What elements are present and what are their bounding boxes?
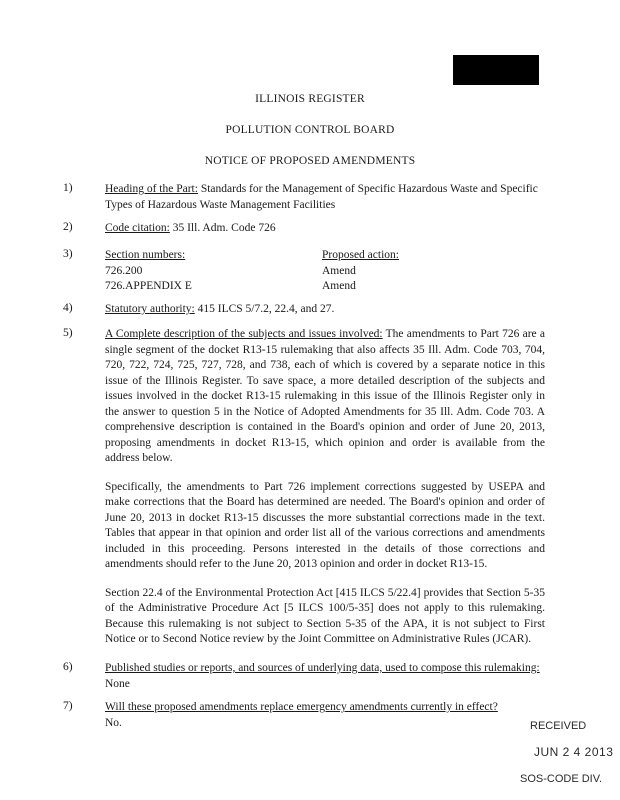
item-2-text: 35 Ill. Adm. Code 726 bbox=[169, 222, 276, 234]
stamp-date: JUN 2 4 2013 bbox=[534, 745, 614, 759]
item-5-paragraph-2: Specifically, the amendments to Part 726 implement corrections suggested by USEPA and make corrections that the Board has determined are needed. The Board's opinion and order of June 20, 2013 in docket R13-15 discusses the more substantial corrections made in the text. Tables that appear in that opinion and order list all of the various corrections and amendments included in this proceeding. Persons interested in the details of those corrections and amendments should refer to the June 20, 2013 opinion and order in docket R13-15. bbox=[105, 480, 545, 570]
item-7 bbox=[105, 700, 545, 731]
item-3-number: 3) bbox=[63, 248, 73, 260]
item-4-label: Statutory authority: bbox=[105, 303, 195, 315]
item-7-text: No. bbox=[105, 716, 122, 729]
item-2 bbox=[105, 221, 545, 237]
item-1-label: Heading of the Part: bbox=[105, 183, 198, 195]
item-6-text: None bbox=[105, 677, 130, 690]
action-row-2: Amend bbox=[322, 280, 356, 292]
board-title: POLLUTION CONTROL BOARD bbox=[225, 124, 395, 136]
redaction-box bbox=[453, 55, 539, 85]
action-row-1: Amend bbox=[322, 264, 356, 277]
section-row-1: 726.200 bbox=[105, 264, 143, 277]
item-1-number: 1) bbox=[63, 182, 73, 194]
stamp-received: RECEIVED bbox=[530, 720, 587, 732]
item-5-label: A Complete description of the subjects and issues involved: bbox=[105, 328, 383, 340]
item-4 bbox=[105, 302, 545, 318]
item-5-text: The amendments to Part 726 are a single segment of the docket R13-15 rulemaking that also affects 35 Ill. Adm. Code 703, 704, 720, 722, 724, 725, 727, 728, and 738, each of which is covered by a separate notice in this issue of the Illinois Register. To save space, a more detailed description of the subjects and issues involved in the docket R13-15 rulemaking in this issue of the Illinois Register only in the answer to question 5 in the Notice of Adopted Amendments for 35 Ill. Adm. Code 703. A comprehensive description is contained in the Board's opinion and order of June 20, 2013, proposing amendments in docket R13-15, which opinion and order is available from the address below. bbox=[105, 328, 545, 464]
section-row-2: 726.APPENDIX E bbox=[105, 280, 192, 292]
notice-title: NOTICE OF PROPOSED AMENDMENTS bbox=[204, 155, 416, 167]
section-numbers-header: Section numbers: bbox=[105, 249, 186, 261]
item-6-number: 6) bbox=[63, 661, 73, 673]
item-1-text: Standards for the Management of Specific Hazardous Waste and Specific Types of Hazardous Waste Management Facilities bbox=[105, 183, 538, 211]
item-7-number: 7) bbox=[63, 700, 73, 712]
item-4-number: 4) bbox=[63, 302, 73, 314]
item-5-paragraph-3: Section 22.4 of the Environmental Protection Act [415 ILCS 5/22.4] provides that Section 5-35 of the Administrative Procedure Act [5 ILCS 100/5-35] does not apply to this rulemaking. Because this rulemaking is not subject to Section 5-35 of the APA, it is not subject to First Notice or to Second Notice review by the Joint Committee on Administrative Rules (JCAR). bbox=[105, 586, 545, 645]
item-3-action-list bbox=[322, 248, 399, 295]
item-6 bbox=[105, 661, 545, 692]
proposed-action-header: Proposed action: bbox=[322, 249, 399, 261]
item-1 bbox=[105, 182, 545, 213]
register-title: ILLINOIS REGISTER bbox=[255, 93, 365, 105]
item-7-label: Will these proposed amendments replace emergency amendments currently in effect? bbox=[105, 701, 498, 713]
item-6-label: Published studies or reports, and sources of underlying data, used to compose this rulemaking: bbox=[105, 662, 540, 674]
item-2-label: Code citation: bbox=[105, 222, 170, 234]
item-5-number: 5) bbox=[63, 327, 73, 339]
item-4-text: 415 ILCS 5/7.2, 22.4, and 27. bbox=[194, 303, 335, 315]
stamp-division: SOS-CODE DIV. bbox=[520, 773, 603, 785]
item-2-number: 2) bbox=[63, 221, 73, 233]
item-5 bbox=[105, 327, 545, 648]
